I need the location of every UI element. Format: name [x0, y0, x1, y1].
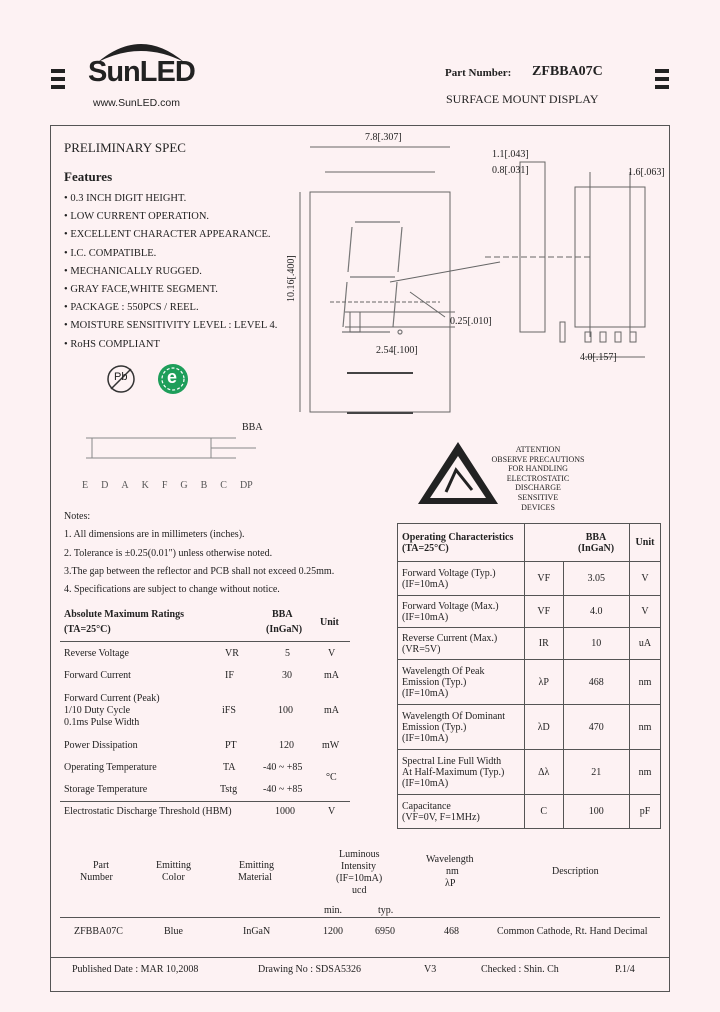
- op-row: Forward Voltage (Typ.) (IF=10mA) VF 3.05 V: [398, 562, 661, 596]
- feature-item: • MOISTURE SENSITIVITY LEVEL : LEVEL 4.: [64, 320, 278, 332]
- website[interactable]: www.SunLED.com: [93, 97, 180, 109]
- op-row: Wavelength Of Peak Emission (Typ.) (IF=10mA) λP 468 nm: [398, 660, 661, 705]
- op-row: Forward Voltage (Max.) (IF=10mA) VF 4.0 V: [398, 596, 661, 628]
- features-heading: Features: [64, 169, 113, 184]
- pin-diagram: [66, 422, 286, 497]
- notes-heading: Notes:: [64, 511, 91, 522]
- product-type: SURFACE MOUNT DISPLAY: [446, 92, 599, 106]
- mechanical-drawing: [270, 132, 670, 422]
- footer-divider: [50, 957, 670, 958]
- feature-item: • RoHS COMPLIANT: [64, 338, 160, 350]
- dim-c: 0.8[.031]: [492, 165, 529, 176]
- page-number: P.1/4: [615, 964, 635, 975]
- side-section: [347, 372, 413, 414]
- header-bar-right-3: [655, 85, 669, 89]
- dim-e: 0.25[.010]: [450, 316, 492, 327]
- dim-d: 1.6[.063]: [628, 167, 665, 178]
- dim-width: 7.8[.307]: [365, 132, 402, 143]
- note-item: 1. All dimensions are in millimeters (inches).: [64, 529, 245, 541]
- op-char-table: Operating Characteristics (TA=25°C) BBA (InGaN) Unit Forward Voltage (Typ.) (IF=10mA) VF 3.05 V Forward Voltage (Max.) (IF=10mA) VF 4.0 V Reverse Current (Max.) (VR=5V) IR 10 uA Wavelength Of Peak Emission (Typ.) (IF=10mA) λP 468 nm Wavelength Of Dominant Emission (Typ.) (IF=10mA) λD 470 nm Spectral Line Full Width At Half-Maximum (Typ.) (IF=10mA) Δλ 21 nm Capacitance (VF=0V, F=1MHz) C 100 pF: [397, 523, 661, 829]
- attention-text: ATTENTION OBSERVE PRECAUTIONS FOR HANDLING ELECTROSTATIC DISCHARGE SENSITIVE DEVICES: [491, 445, 585, 512]
- dim-height: 10.16[.400]: [286, 255, 297, 302]
- part-table: Part Number Emitting Color Emitting Material Luminous Intensity (IF=10mA) ucd Wavelength nm λP Description min. typ. ZFBBA07C Blue InGaN 1200 6950 468 Common Cathode, Rt. Hand Decimal: [60, 845, 660, 945]
- header-bar-left-2: [51, 77, 65, 81]
- op-row: Wavelength Of Dominant Emission (Typ.) (IF=10mA) λD 470 nm: [398, 705, 661, 750]
- pin-label: BBA: [242, 422, 263, 433]
- part-number-label: Part Number:: [445, 67, 512, 79]
- header-bar-left-3: [51, 85, 65, 89]
- checked-by: Checked : Shin. Ch: [481, 964, 559, 975]
- spec-title: PRELIMINARY SPEC: [64, 140, 186, 155]
- feature-item: • LOW CURRENT OPERATION.: [64, 211, 210, 223]
- feature-item: • PACKAGE : 550PCS / REEL.: [64, 302, 199, 314]
- feature-item: • 0.3 INCH DIGIT HEIGHT.: [64, 193, 187, 204]
- outline-drawing: [270, 132, 670, 422]
- note-item: 4. Specifications are subject to change without notice.: [64, 584, 280, 596]
- op-row: Spectral Line Full Width At Half-Maximum (Typ.) (IF=10mA) Δλ 21 nm: [398, 750, 661, 795]
- feature-item: • EXCELLENT CHARACTER APPEARANCE.: [64, 229, 271, 241]
- note-item: 2. Tolerance is ±0.25(0.01") unless otherwise noted.: [64, 547, 273, 559]
- header-bar-left-1: [51, 69, 65, 73]
- feature-item: • GRAY FACE,WHITE SEGMENT.: [64, 284, 218, 296]
- dim-b: 1.1[.043]: [492, 149, 529, 160]
- part-number: ZFBBA07C: [532, 64, 603, 79]
- dim-f: 2.54[.100]: [376, 345, 418, 356]
- logo: [86, 34, 196, 96]
- features-list: [64, 190, 304, 354]
- op-row: Reverse Current (Max.) (VR=5V) IR 10 uA: [398, 628, 661, 660]
- feature-item: • MECHANICALLY RUGGED.: [64, 265, 202, 277]
- op-row: Capacitance (VF=0V, F=1MHz) C 100 pF: [398, 795, 661, 829]
- drawing-number: Drawing No : SDSA5326: [258, 964, 362, 975]
- published-date: Published Date : MAR 10,2008: [72, 964, 199, 975]
- feature-item: • I.C. COMPATIBLE.: [64, 247, 157, 259]
- dim-g: 4.0[.157]: [580, 352, 617, 363]
- header-bar-right-2: [655, 77, 669, 81]
- pb-free-icon: Pb: [106, 364, 136, 394]
- note-item: 3.The gap between the reflector and PCB shall not exceed 0.25mm.: [64, 565, 335, 577]
- header-bar-right-1: [655, 69, 669, 73]
- logo-text: SunLED: [88, 56, 195, 88]
- abs-max-table: Absolute Maximum Ratings (TA=25°C) BBA (InGaN) Unit Reverse Voltage VR 5 V Forward Current IF 30 mA Forward Current (Peak) 1/10 Duty Cycle 0.1ms Pulse Width iFS 100 mA Power Dissipation PT 120 mW Operating Temperature TA -40 ~ +85 °C Storage Temperature Tstg -40 ~ +85 Electrostatic Discharge Threshold (HBM) 1000 V: [60, 605, 350, 825]
- version: V3: [424, 964, 437, 975]
- notes: [64, 508, 334, 599]
- rohs-e-icon: e: [156, 362, 190, 396]
- pin-letters: E D A K F G B C DP: [82, 480, 253, 491]
